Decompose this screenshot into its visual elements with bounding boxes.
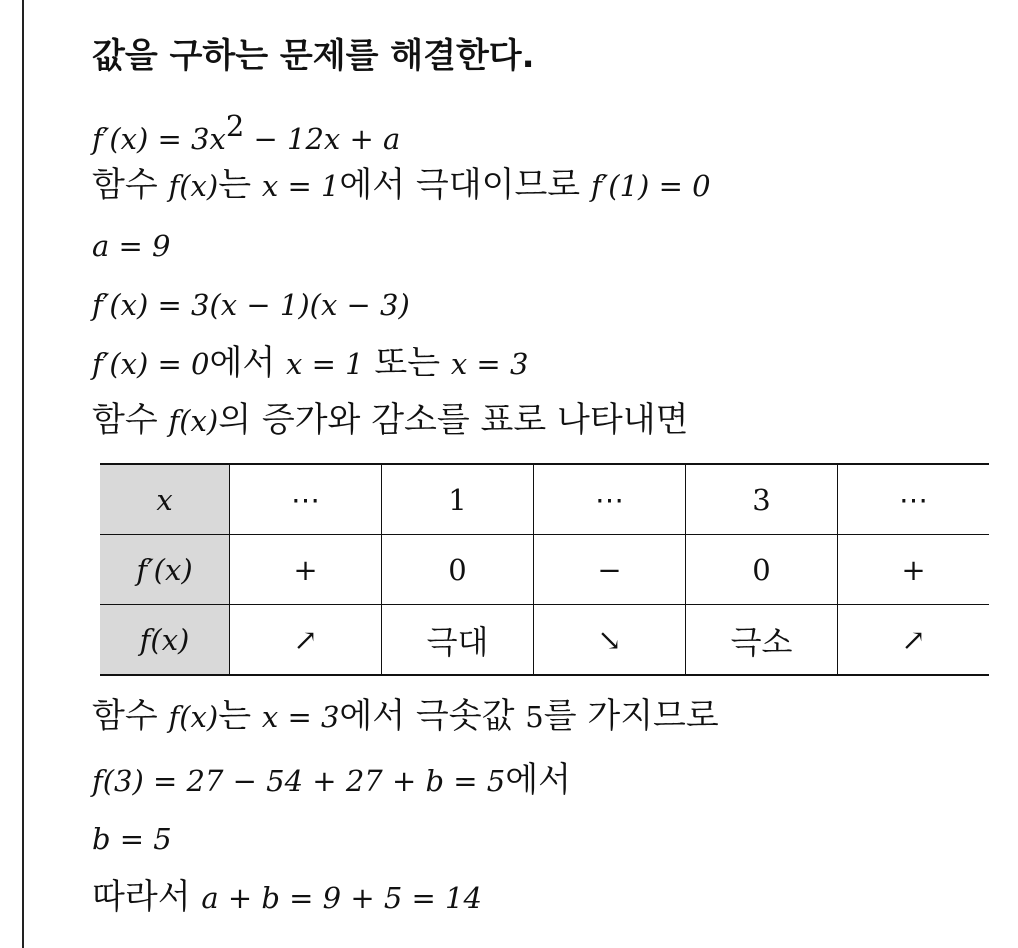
table-cell: ⋯ <box>838 464 990 535</box>
table-cell: + <box>230 535 382 605</box>
roots-text-2: 또는 <box>363 343 451 383</box>
table-cell: 0 <box>382 535 534 605</box>
table-cell-local-min: 극소 <box>686 605 838 676</box>
local-max-text-3: 에서 극대이므로 <box>339 165 591 205</box>
table-intro-text-2: 의 증가와 감소를 표로 나타내면 <box>218 400 689 440</box>
local-max-math-3: f′(1) = 0 <box>590 169 711 203</box>
table-head-f: f(x) <box>100 605 230 676</box>
roots-line <box>92 343 528 385</box>
table-row-x <box>100 464 989 535</box>
heading-line: 값을 구하는 문제를 해결한다. <box>92 36 535 76</box>
table-row-f <box>100 605 989 676</box>
table-head-fprime: f′(x) <box>100 535 230 605</box>
answer-line <box>92 877 482 919</box>
local-min-text-1: 함수 <box>92 696 169 736</box>
decreasing-arrow-icon: ↘ <box>534 605 686 676</box>
local-max-text-1: 함수 <box>92 165 169 205</box>
table-cell: 3 <box>686 464 838 535</box>
local-max-text-2: 는 <box>218 165 262 205</box>
b-value-line: b = 5 <box>92 822 172 856</box>
local-min-math-2: x = 3 <box>261 700 340 734</box>
local-max-math-2: x = 1 <box>261 169 340 203</box>
derivative-rhs: − 12x + a <box>244 122 401 156</box>
a-value-line: a = 9 <box>92 229 171 263</box>
f3-text: 에서 <box>505 760 571 800</box>
left-margin-rule <box>22 0 24 948</box>
local-max-math-1: f(x) <box>168 169 219 203</box>
answer-math: a + b = 9 + 5 = 14 <box>201 881 482 915</box>
table-cell: 1 <box>382 464 534 535</box>
table-cell: ⋯ <box>230 464 382 535</box>
table-cell: 0 <box>686 535 838 605</box>
table-cell: ⋯ <box>534 464 686 535</box>
table-intro-math: f(x) <box>168 404 219 438</box>
factored-derivative-line: f′(x) = 3(x − 1)(x − 3) <box>92 288 410 322</box>
table-cell: − <box>534 535 686 605</box>
local-min-math-1: f(x) <box>168 700 219 734</box>
derivative-lhs: f′(x) = 3x <box>92 122 226 156</box>
increasing-arrow-icon: ↗ <box>230 605 382 676</box>
local-max-line <box>92 165 711 207</box>
roots-math-3: x = 3 <box>450 347 529 381</box>
local-min-line <box>92 696 719 738</box>
roots-math-1: f′(x) = 0 <box>92 347 210 381</box>
local-min-math-3: 5 <box>525 700 544 734</box>
f3-math: f(3) = 27 − 54 + 27 + b = 5 <box>92 764 506 798</box>
table-cell: + <box>838 535 990 605</box>
local-min-text-4: 를 가지므로 <box>543 696 719 736</box>
roots-math-2: x = 1 <box>286 347 364 381</box>
increasing-arrow-icon: ↗ <box>838 605 990 676</box>
roots-text-1: 에서 <box>209 343 286 383</box>
table-intro-line <box>92 400 688 442</box>
table-row-fprime <box>100 535 989 605</box>
table-intro-text-1: 함수 <box>92 400 169 440</box>
local-min-text-3: 에서 극솟값 <box>339 696 526 736</box>
table-cell-local-max: 극대 <box>382 605 534 676</box>
local-min-text-2: 는 <box>218 696 262 736</box>
answer-text: 따라서 <box>92 877 202 917</box>
table-head-x: x <box>100 464 230 535</box>
sign-table <box>100 463 989 676</box>
derivative-line <box>92 106 400 160</box>
f3-line <box>92 760 571 802</box>
derivative-exponent: 2 <box>225 109 245 143</box>
